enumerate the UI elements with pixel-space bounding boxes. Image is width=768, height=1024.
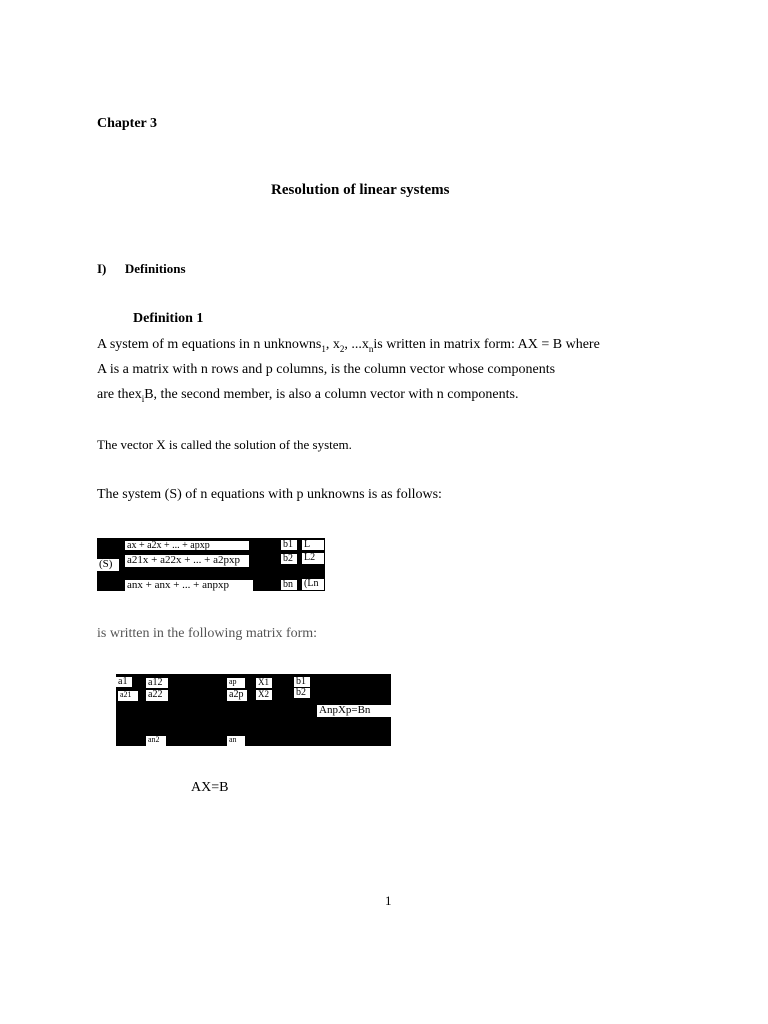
system-l1: L [302,540,324,550]
paragraph-text: are thex [97,387,142,402]
matrix-an2: an2 [146,736,166,746]
paragraph-text: B, the second member, is also a column vector with n components. [144,387,519,402]
page-number: 1 [385,893,392,908]
matrix-b2: b2 [294,688,310,698]
matrix-equation: AX=B [191,780,229,795]
paragraph-text: , x [325,337,340,352]
system-label: (S) [97,559,119,571]
system-row-1: ax + a2x + ... + apxp [125,541,249,550]
subscript: 1 [321,343,326,354]
solution-sentence: The vector X is called the solution of the system. [97,437,352,452]
section-heading [97,261,186,277]
matrix-a21: a21 [118,691,138,701]
paragraph-text: A system of m equations in n unknowns [97,337,322,352]
matrix-an: an [227,736,245,746]
system-bn: bn [281,580,297,590]
system-b2: b2 [281,554,297,564]
paragraph-line-3 [97,387,518,404]
system-row-3: anx + anx + ... + anpxp [125,580,253,592]
system-row-2: a21x + a22x + ... + a2pxp [125,555,249,567]
matrix-a2p: a2p [227,690,247,701]
section-number: I) [97,261,107,276]
subscript: n [368,343,374,354]
chapter-heading: Chapter 3 [97,116,158,131]
system-ln: (Ln [302,579,324,590]
system-b1: b1 [281,540,297,550]
matrix-a1: a1 [116,677,132,687]
matrix-a22: a22 [146,690,168,701]
matrix-anp: AnpXp=Bn [317,705,391,717]
paragraph-text: , ...x [344,337,369,352]
matrix-sentence: is written in the following matrix form: [97,626,318,641]
system-l2: L2 [302,553,324,564]
matrix-ap: ap [227,678,245,688]
paragraph-text: is written in matrix form: AX = B where [373,337,600,352]
matrix-x2: X2 [256,690,272,700]
subscript: i [141,393,145,404]
subscript: 2 [339,343,345,354]
system-sentence: The system (S) of n equations with p unknowns is as follows: [97,487,442,502]
matrix-b1: b1 [294,677,310,687]
paragraph-line-2: A is a matrix with n rows and p columns, is the column vector whose components [97,362,556,377]
matrix-x1: X1 [256,678,272,688]
definition-title: Definition 1 [133,311,204,326]
matrix-a12: a12 [146,678,168,688]
paragraph-line-1 [97,337,600,354]
section-title: Definitions [124,261,186,276]
page-title: Resolution of linear systems [271,182,450,198]
